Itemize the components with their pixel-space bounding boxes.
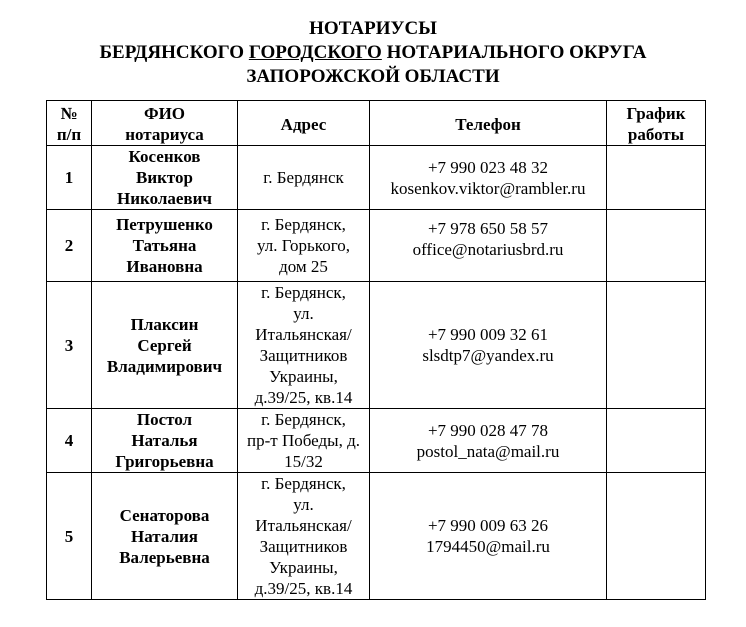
title-line-3: ЗАПОРОЖСКОЙ ОБЛАСТИ xyxy=(246,66,500,87)
phone-text: +7 990 009 63 26 xyxy=(427,516,549,535)
cell-fio: Петрушенко Татьяна Ивановна xyxy=(92,210,238,282)
header-address: Адрес xyxy=(238,101,370,146)
cell-num: 1 xyxy=(47,146,92,210)
cell-fio: Сенаторова Наталия Валерьевна xyxy=(92,473,238,600)
table-header-row xyxy=(47,101,706,146)
notary-table xyxy=(46,100,706,600)
email-text: 1794450@mail.ru xyxy=(426,537,550,556)
header-schedule: График работы xyxy=(607,101,706,146)
cell-address: г. Бердянск, ул. Горького, дом 25 xyxy=(238,210,370,282)
title-line-2 xyxy=(0,41,746,65)
email-text: slsdtp7@yandex.ru xyxy=(422,346,554,365)
cell-address: г. Бердянск xyxy=(238,146,370,210)
table-row xyxy=(47,473,706,600)
cell-contacts xyxy=(370,210,607,282)
email-text: kosenkov.viktor@rambler.ru xyxy=(390,178,586,198)
table-row xyxy=(47,210,706,282)
cell-schedule xyxy=(607,282,706,409)
cell-num: 3 xyxy=(47,282,92,409)
document-title xyxy=(0,17,746,89)
phone-text: +7 990 028 47 78 xyxy=(427,420,549,440)
cell-schedule xyxy=(607,146,706,210)
cell-schedule xyxy=(607,210,706,282)
phone-text: +7 990 009 32 61 xyxy=(427,325,549,344)
title-line-2-part-a: БЕРДЯНСКОГО xyxy=(99,42,249,63)
cell-schedule xyxy=(607,473,706,600)
phone-text: +7 990 023 48 32 xyxy=(427,157,549,177)
cell-schedule xyxy=(607,409,706,473)
cell-fio: Косенков Виктор Николаевич xyxy=(92,146,238,210)
cell-fio: Постол Наталья Григорьевна xyxy=(92,409,238,473)
cell-num: 2 xyxy=(47,210,92,282)
email-text: office@notariusbrd.ru xyxy=(412,240,564,259)
cell-address: г. Бердянск, пр-т Победы, д. 15/32 xyxy=(238,409,370,473)
email-text: postol_nata@mail.ru xyxy=(416,441,560,461)
cell-contacts xyxy=(370,282,607,409)
phone-text: +7 978 650 58 57 xyxy=(427,219,549,238)
header-phone: Телефон xyxy=(370,101,607,146)
title-line-2-part-c: НОТАРИАЛЬНОГО ОКРУГА xyxy=(381,42,647,63)
header-fio: ФИО нотариуса xyxy=(92,101,238,146)
cell-num: 5 xyxy=(47,473,92,600)
title-line-1: НОТАРИУСЫ xyxy=(309,18,437,39)
table-row xyxy=(47,282,706,409)
cell-fio: Плаксин Сергей Владимирович xyxy=(92,282,238,409)
header-num: № п/п xyxy=(47,101,92,146)
cell-contacts xyxy=(370,473,607,600)
cell-address: г. Бердянск, ул. Итальянская/ Защитников Украины, д.39/25, кв.14 xyxy=(238,473,370,600)
cell-contacts xyxy=(370,146,607,210)
cell-address: г. Бердянск, ул. Итальянская/ Защитников Украины, д.39/25, кв.14 xyxy=(238,282,370,409)
cell-contacts xyxy=(370,409,607,473)
table-row xyxy=(47,146,706,210)
title-line-2-underlined: ГОРОДСКОГО xyxy=(248,42,382,63)
cell-num: 4 xyxy=(47,409,92,473)
table-row xyxy=(47,409,706,473)
